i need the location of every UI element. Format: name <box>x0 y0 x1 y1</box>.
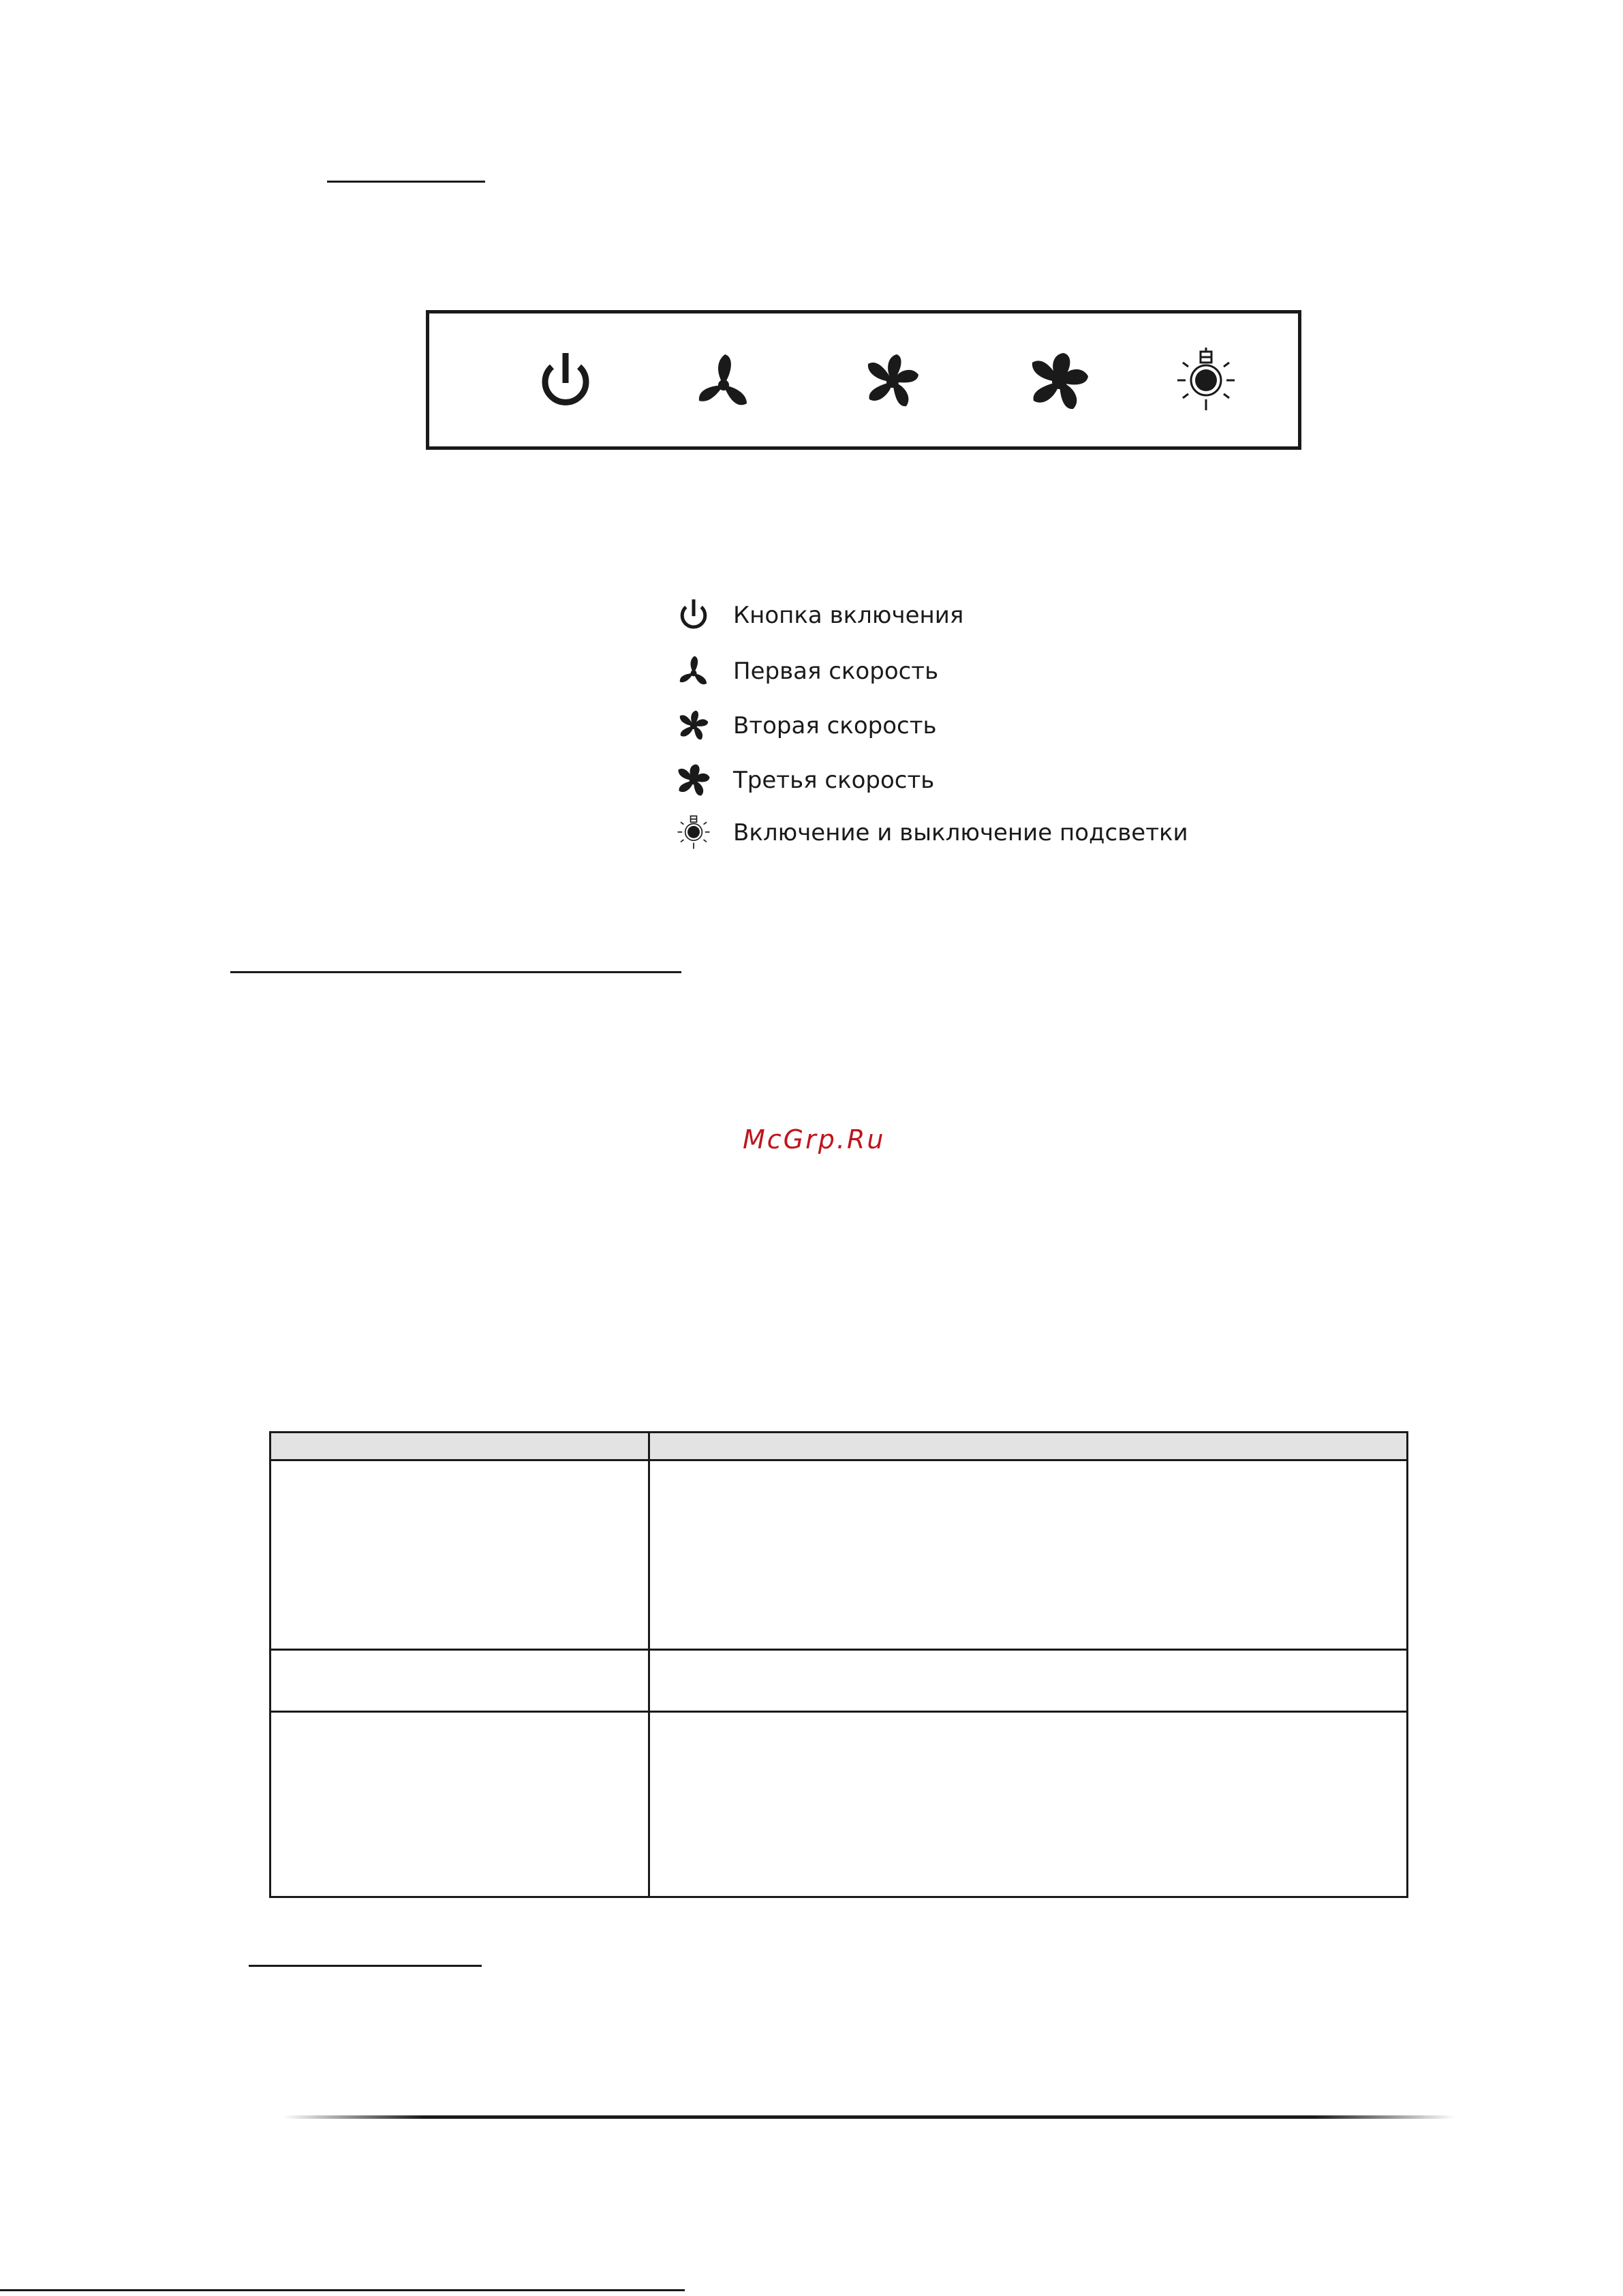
heading-underline-1 <box>327 181 485 183</box>
table-row <box>270 1460 1408 1650</box>
legend-label: Третья скорость <box>733 767 935 794</box>
footer-divider <box>283 2115 1455 2119</box>
table-cell <box>649 1460 1408 1650</box>
legend-label: Кнопка включения <box>733 602 964 629</box>
watermark-text: McGrp.Ru <box>743 1124 886 1154</box>
control-panel-diagram <box>426 310 1301 450</box>
light-bulb-icon <box>1172 348 1240 416</box>
legend-label: Вторая скорость <box>733 712 937 739</box>
table-cell <box>649 1711 1408 1897</box>
table-row <box>270 1711 1408 1897</box>
table-cell <box>270 1711 649 1897</box>
table-header-row <box>270 1433 1408 1460</box>
fan-speed-2-icon <box>675 707 713 745</box>
legend-item-light <box>675 812 1188 853</box>
table-cell <box>270 1650 649 1711</box>
page-edge-line <box>0 2289 685 2291</box>
fan-speed-3-icon <box>1025 348 1094 416</box>
legend-item-speed-2 <box>675 705 937 746</box>
spec-table <box>269 1431 1408 1898</box>
light-bulb-icon <box>675 814 713 852</box>
fan-speed-1-icon <box>675 652 713 690</box>
legend-item-speed-1 <box>675 651 938 692</box>
power-icon <box>675 596 713 634</box>
power-icon <box>531 348 600 416</box>
legend-item-power <box>675 595 963 636</box>
table-row <box>270 1650 1408 1711</box>
fan-speed-3-icon <box>675 761 713 799</box>
heading-underline-3 <box>249 1965 482 1967</box>
table-cell <box>270 1460 649 1650</box>
table-header-cell <box>270 1433 649 1460</box>
legend-item-speed-3 <box>675 760 934 801</box>
fan-speed-1-icon <box>690 348 758 416</box>
legend-label: Первая скорость <box>733 658 939 685</box>
table-header-cell <box>649 1433 1408 1460</box>
heading-underline-2 <box>230 971 681 973</box>
legend-label: Включение и выключение подсветки <box>733 819 1188 846</box>
table-cell <box>649 1650 1408 1711</box>
fan-speed-2-icon <box>859 348 927 416</box>
